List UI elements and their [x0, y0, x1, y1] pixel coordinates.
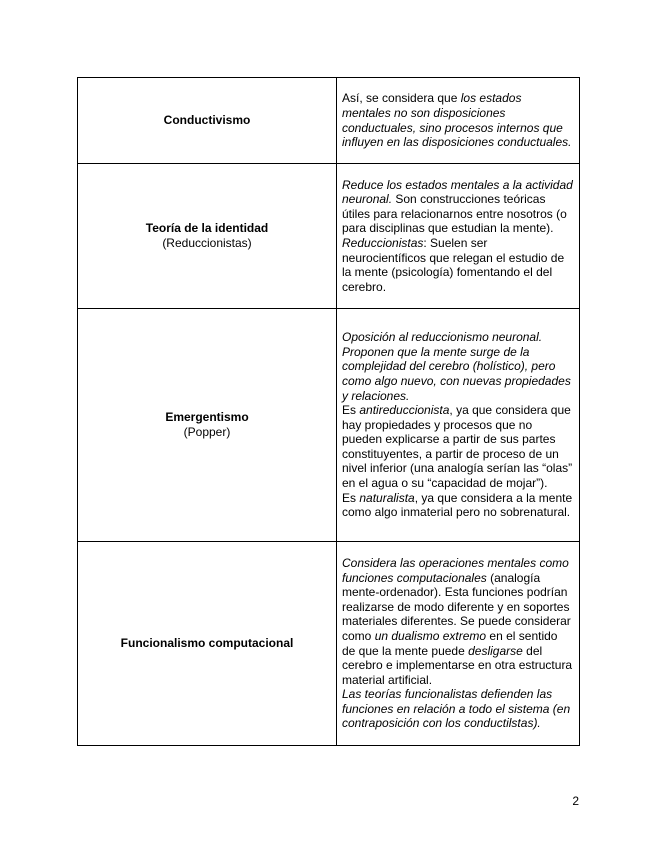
text-run: en el sentido de que la mente puede [342, 628, 558, 658]
table-row [78, 164, 580, 309]
page-number: 2 [572, 794, 579, 808]
text-run-italic: antireduccionista [359, 403, 450, 418]
text-run: Así, se considera que [342, 91, 461, 106]
theory-name: Teoría de la identidad [145, 221, 269, 235]
theory-name-cell [78, 164, 337, 309]
table-row [78, 542, 580, 746]
theory-description [337, 164, 580, 309]
description-paragraph [342, 556, 573, 687]
theory-subtitle: (Reduccionistas) [162, 236, 252, 250]
text-run-italic: un dualismo extremo [374, 628, 487, 643]
text-run-italic: Reduccionistas [342, 236, 424, 250]
text-run: Es [342, 490, 360, 505]
text-run-italic: desligarse [468, 643, 523, 658]
description-paragraph [342, 178, 573, 236]
text-run: (analogía mente-ordenador). Esta funciones podrían realizarse de modo diferente y en soportes materiales diferentes. Se puede considerar como [342, 570, 571, 643]
description-paragraph [342, 236, 573, 294]
text-run: : Suelen ser neurocientíficos que relegan el estudio de la mente (psicología) fomentando el del cerebro. [342, 236, 565, 294]
theory-description [337, 542, 580, 746]
text-run: , ya que considera a la mente como algo inmaterial pero no sobrenatural. [342, 490, 573, 520]
description-paragraph [342, 330, 573, 403]
text-run: del cerebro e implementarse en otra estructura material artificial. [342, 643, 573, 687]
text-run: Son construcciones teóricas útiles para relacionarnos entre nosotros (o para disciplinas que estudian la mente). [342, 192, 567, 236]
table-row [78, 78, 580, 164]
description-paragraph [342, 91, 573, 149]
text-run: Es [342, 403, 360, 418]
theory-description [337, 309, 580, 542]
theory-name-cell [78, 542, 337, 746]
table-row [78, 309, 580, 542]
theory-name-cell [78, 78, 337, 164]
theory-description [337, 78, 580, 164]
text-run-italic: Considera las operaciones mentales como funciones computacionales [342, 555, 569, 585]
theories-table [77, 77, 580, 746]
description-paragraph [342, 687, 573, 731]
theory-name: Emergentismo [165, 410, 249, 424]
theory-name: Conductivismo [163, 113, 251, 127]
theory-name: Funcionalismo computacional [120, 636, 294, 650]
description-paragraph [342, 491, 573, 520]
text-run: , ya que considera que hay propiedades y procesos que no pueden explicarse a partir de sus partes constituyentes, a partir de proceso de un nivel inferior (una analogía serían las “olas” en el agua o su “capacidad de mojar”). [342, 403, 573, 491]
text-run-italic: los estados mentales no son disposiciones conductuales, sino procesos internos que influyen en las disposiciones conductuales. [342, 91, 572, 150]
theory-subtitle: (Popper) [183, 425, 231, 439]
theory-name-cell [78, 309, 337, 542]
text-run-italic: Oposición al reduccionismo neuronal. Proponen que la mente surge de la complejidad del cerebro (holístico), pero como algo nuevo, con nuevas propiedades y relaciones. [342, 330, 571, 403]
text-run-italic: naturalista [359, 490, 415, 505]
text-run-italic: Las teorías funcionalistas defienden las funciones en relación a todo el sistema (en contraposición con los conductilstas). [342, 687, 571, 731]
description-paragraph [342, 403, 573, 491]
text-run-italic: Reduce los estados mentales a la actividad neuronal. [342, 177, 573, 207]
